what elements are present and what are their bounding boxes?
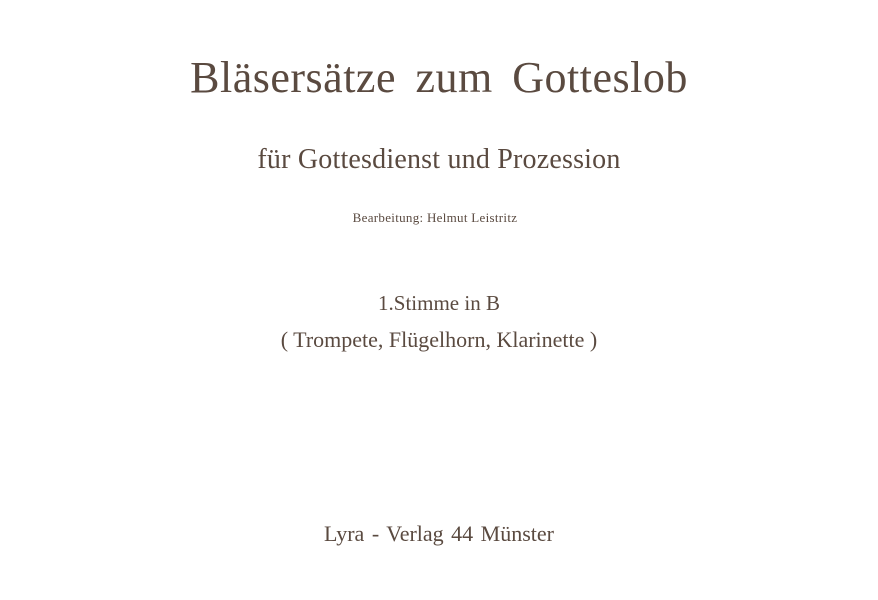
publisher-imprint: Lyra - Verlag 44 Münster bbox=[324, 521, 554, 546]
arranger-credit: Bearbeitung: Helmut Leistritz bbox=[352, 210, 518, 225]
page-title: Bläsersätze zum Gotteslob bbox=[190, 53, 688, 102]
instrument-list: ( Trompete, Flügelhorn, Klarinette ) bbox=[280, 327, 598, 352]
part-designation: 1.Stimme in B bbox=[378, 291, 500, 315]
subtitle: für Gottesdienst und Prozession bbox=[257, 144, 621, 175]
